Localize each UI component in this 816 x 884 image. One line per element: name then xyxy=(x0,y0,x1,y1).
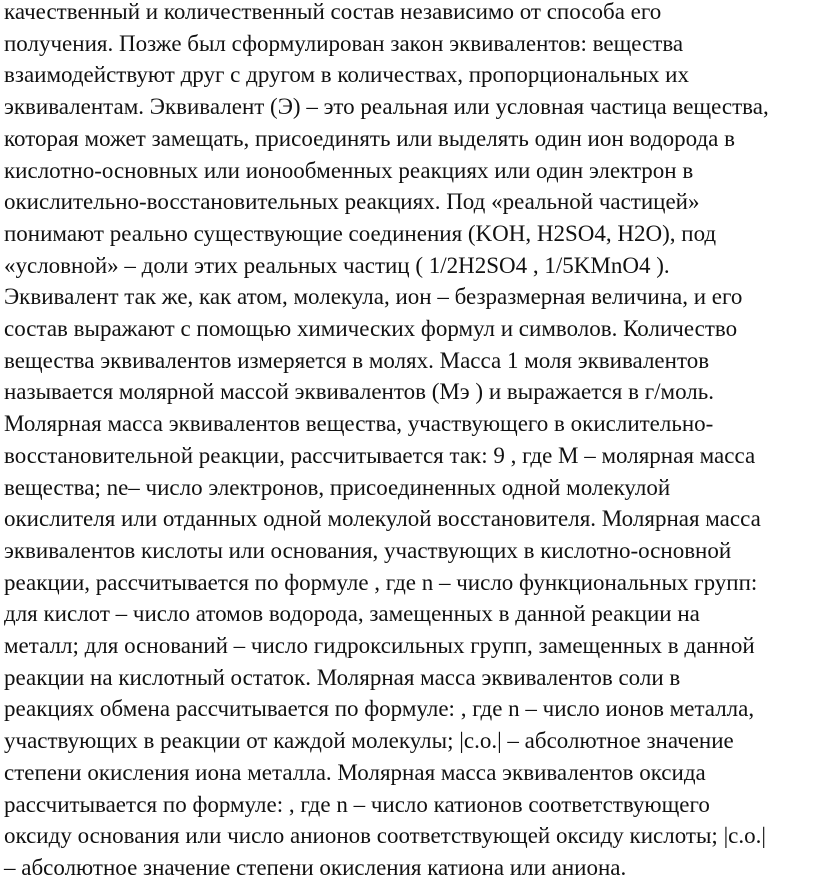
text-line: Эквивалент так же, как атом, молекула, ион – безразмерная величина, и его xyxy=(4,284,743,310)
text-line: металл; для оснований – число гидроксильных групп, замещенных в данной xyxy=(4,633,755,659)
text-line: окислителя или отданных одной молекулой восстановителя. Молярная масса xyxy=(4,506,761,532)
text-line: вещества; ne– число электронов, присоединенных одной молекулой xyxy=(4,474,671,500)
text-line: Молярная масса эквивалентов вещества, участвующего в окислительно- xyxy=(4,411,714,437)
text-line: вещества эквивалентов измеряется в молях. Масса 1 моля эквивалентов xyxy=(4,347,710,373)
text-line: реакции на кислотный остаток. Молярная масса эквивалентов соли в xyxy=(4,664,681,690)
text-line: «условной» – доли этих реальных частиц ( 1/2H2SO4 , 1/5KMnO4 ). xyxy=(4,252,670,278)
text-line: реакции, рассчитывается по формуле , где n – число функциональных групп: xyxy=(4,569,758,595)
text-line: – абсолютное значение степени окисления катиона или аниона. xyxy=(4,854,627,880)
body-text xyxy=(4,0,816,884)
text-line: получения. Позже был сформулирован закон эквивалентов: вещества xyxy=(4,30,684,56)
text-line: эквивалентов кислоты или основания, участвующих в кислотно-основной xyxy=(4,537,732,563)
text-line: для кислот – число атомов водорода, замещенных в данной реакции на xyxy=(4,601,700,627)
text-line: степени окисления иона металла. Молярная масса эквивалентов оксида xyxy=(4,759,706,785)
document-page xyxy=(4,0,816,880)
text-line: рассчитывается по формуле: , где n – число катионов соответствующего xyxy=(4,791,710,817)
text-line: участвующих в реакции от каждой молекулы; |с.о.| – абсолютное значение xyxy=(4,728,734,754)
text-line: состав выражают с помощью химических формул и символов. Количество xyxy=(4,316,738,342)
text-line: оксиду основания или число анионов соответствующей оксиду кислоты; |с.о.| xyxy=(4,823,766,849)
text-line: качественный и количественный состав независимо от способа его xyxy=(4,0,662,24)
text-line: понимают реально существующие соединения (KOH, H2SO4, H2O), под xyxy=(4,220,717,246)
text-line: восстановительной реакции, рассчитывается так: 9 , где M – молярная масса xyxy=(4,442,756,468)
text-line: взаимодействуют друг с другом в количествах, пропорциональных их xyxy=(4,62,689,88)
text-line: реакциях обмена рассчитывается по формуле: , где n – число ионов металла, xyxy=(4,696,755,722)
text-line: эквивалентам. Эквивалент (Э) – это реальная или условная частица вещества, xyxy=(4,94,769,120)
text-line: которая может замещать, присоединять или выделять один ион водорода в xyxy=(4,125,735,151)
text-line: называется молярной массой эквивалентов (Мэ ) и выражается в г/моль. xyxy=(4,379,714,405)
text-line: окислительно-восстановительных реакциях. Под «реальной частицей» xyxy=(4,189,700,215)
text-line: кислотно-основных или ионообменных реакциях или один электрон в xyxy=(4,157,694,183)
